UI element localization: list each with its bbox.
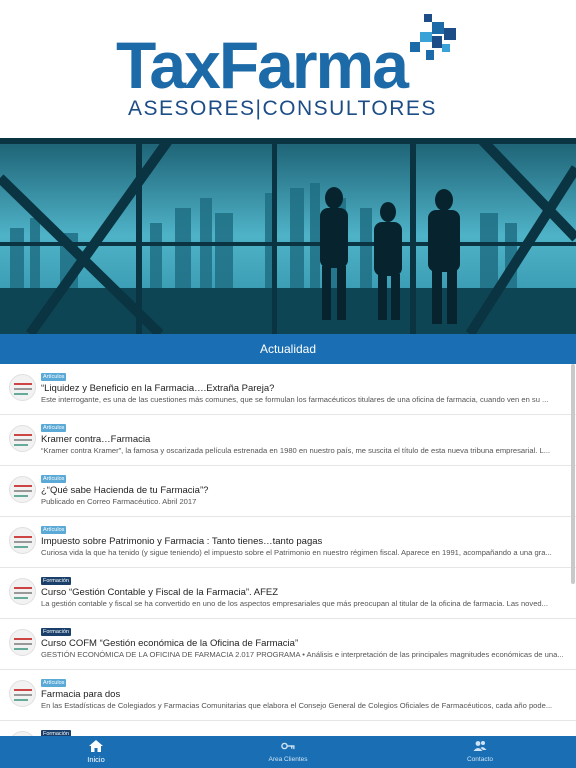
news-item[interactable] (0, 364, 576, 415)
bottom-nav (0, 736, 576, 768)
category-badge: Artículos (43, 680, 65, 686)
section-title-bar (0, 334, 576, 364)
news-thumbnail (9, 680, 36, 707)
category-badge: Artículos (43, 476, 65, 482)
category-badge: Artículos (43, 527, 65, 533)
news-title: Kramer contra…Farmacia (41, 434, 151, 445)
news-description: GESTIÓN ECONÓMICA DE LA OFICINA DE FARMACIA 2.017 PROGRAMA • Análisis e interpretación de las principales magnitudes económicas de una... (41, 650, 564, 659)
app-header (0, 0, 576, 138)
news-description: Publicado en Correo Farmacéutico. Abril 2017 (41, 497, 197, 506)
news-description: Este interrogante, es una de las cuestiones más comunes, que se formulan los farmacéuticos titulares de una oficina de farmacia, cuando ven en su ... (41, 395, 549, 404)
contacts-icon (473, 740, 487, 752)
news-item[interactable] (0, 517, 576, 568)
nav-item-area-clientes[interactable] (192, 736, 384, 768)
logo-subtitle: ASESORES|CONSULTORES (128, 97, 437, 120)
news-description: “Kramer contra Kramer”, la famosa y oscarizada película estrenada en 1980 en nuestro país, me suscita el título de esta nueva tribuna empresarial. L... (41, 446, 551, 455)
nav-label: Inicio (87, 755, 105, 764)
news-title: Farmacia para dos (41, 689, 121, 700)
news-thumbnail (9, 629, 36, 656)
hero-image (0, 138, 576, 334)
news-title: “Liquidez y Beneficio en la Farmacia….Extraña Pareja? (41, 383, 275, 394)
category-badge: Formación (43, 578, 69, 584)
news-thumbnail (9, 476, 36, 503)
news-item[interactable] (0, 415, 576, 466)
news-thumbnail (9, 578, 36, 605)
news-item[interactable] (0, 619, 576, 670)
news-thumbnail (9, 374, 36, 401)
news-item[interactable] (0, 721, 576, 736)
news-item[interactable] (0, 568, 576, 619)
news-thumbnail (9, 425, 36, 452)
news-list[interactable] (0, 364, 576, 736)
category-badge: Artículos (43, 374, 65, 380)
nav-label: Contacto (466, 756, 494, 763)
news-description: Curiosa vida la que ha tenido (y sigue teniendo) el impuesto sobre el Patrimonio en nuestro régimen fiscal. Aparece en 1991, acompañando a una gra... (41, 548, 552, 557)
nav-item-inicio[interactable] (0, 736, 192, 768)
category-badge: Formación (43, 629, 69, 635)
news-title: Impuesto sobre Patrimonio y Farmacia : Tanto tienes…tanto pagas (41, 536, 323, 547)
logo-cross-icon (410, 14, 458, 62)
news-item[interactable] (0, 670, 576, 721)
news-title: Curso COFM “Gestión económica de la Oficina de Farmacia” (41, 638, 299, 649)
category-badge: Formación (43, 731, 69, 736)
news-title: ¿“Qué sabe Hacienda de tu Farmacia”? (41, 485, 209, 496)
news-item[interactable] (0, 466, 576, 517)
news-description: La gestión contable y fiscal se ha convertido en uno de los aspectos empresariales que más preocupan al titular de la oficina de farmacia. Las noved... (41, 599, 548, 608)
key-icon (281, 740, 295, 752)
office-skyline-illustration (0, 138, 576, 334)
section-title: Actualidad (259, 342, 317, 356)
news-title: Curso “Gestión Contable y Fiscal de la Farmacia”. AFEZ (41, 587, 279, 598)
news-thumbnail (9, 527, 36, 554)
home-icon (89, 740, 103, 752)
logo-wordmark: TaxFarma (116, 28, 407, 102)
list-scrollbar[interactable] (571, 364, 575, 584)
nav-label: Area Clientes (268, 756, 308, 763)
category-badge: Artículos (43, 425, 65, 431)
nav-item-contacto[interactable] (384, 736, 576, 768)
news-description: En las Estadísticas de Colegiados y Farmacias Comunitarias que elabora el Consejo General de Colegios Oficiales de Farmacéuticos, cada año pode... (41, 701, 553, 710)
